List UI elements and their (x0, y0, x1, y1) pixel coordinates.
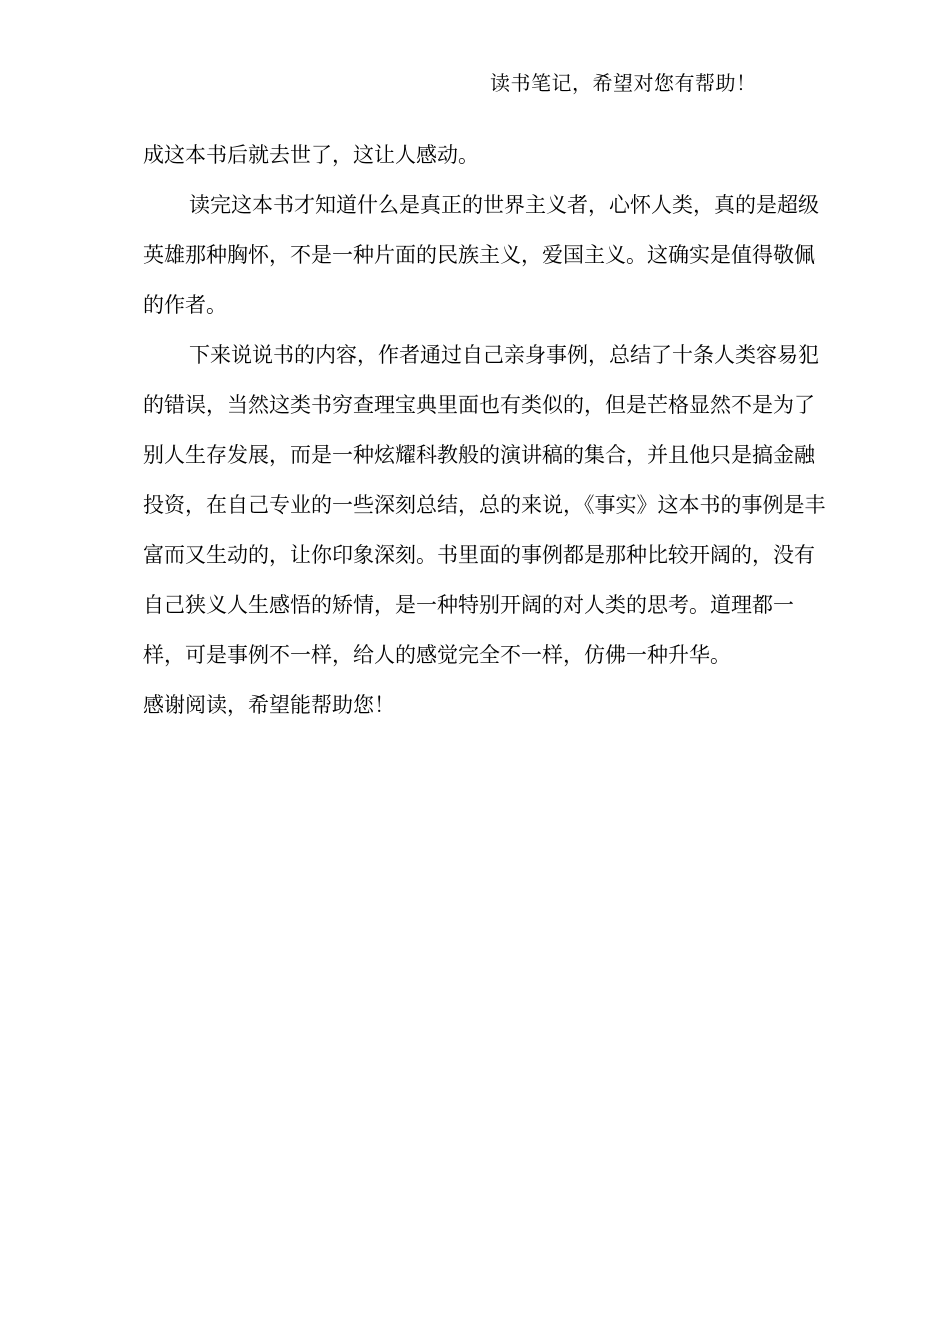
body-text (143, 130, 833, 730)
paragraph-closing: 感谢阅读，希望能帮助您！ (143, 693, 395, 717)
paragraph-book-content: 下来说说书的内容，作者通过自己亲身事例，总结了十条人类容易犯的错误，当然这类书穷查理宝典里面也有类似的，但是芒格显然不是为了别人生存发展，而是一种炫耀科教般的演讲稿的集合，并且他只是搞金融投资，在自己专业的一些深刻总结，总的来说，《事实》这本书的事例是丰富而又生动的，让你印象深刻。书里面的事例都是那种比较开阔的，没有自己狭义人生感悟的矫情，是一种特别开阔的对人类的思考。道理都一样，可是事例不一样，给人的感觉完全不一样，仿佛一种升华。 (143, 343, 826, 667)
page-header: 读书笔记，希望对您有帮助！ (490, 71, 757, 95)
paragraph-continuation: 成这本书后就去世了，这让人感动。 (143, 143, 479, 167)
paragraph-cosmopolitan: 读完这本书才知道什么是真正的世界主义者，心怀人类，真的是超级英雄那种胸怀，不是一种片面的民族主义，爱国主义。这确实是值得敬佩的作者。 (143, 193, 819, 317)
